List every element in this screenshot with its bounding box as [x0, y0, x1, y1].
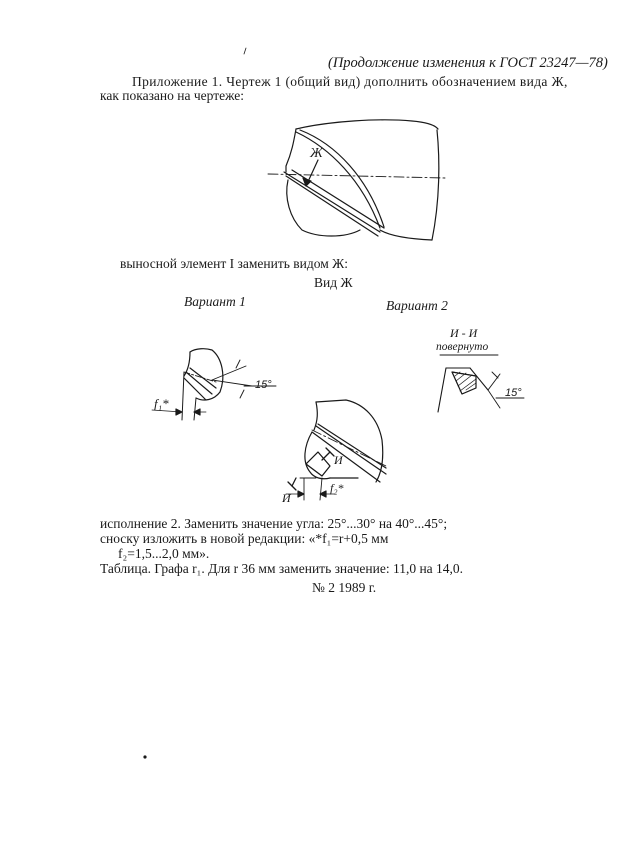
body-line-1: Приложение 1. Чертеж 1 (общий вид) дополнить обозначением вида Ж, — [132, 74, 568, 89]
section-subtitle: повернуто — [436, 341, 489, 353]
view-mark-zh: Ж — [310, 146, 323, 161]
body-line-5: сноску изложить в новой редакции: «*f₁=r+0,5 мм — [100, 531, 389, 546]
body-line-4: исполнение 2. Заменить значение угла: 25°...30° на 40°...45°; — [100, 516, 448, 531]
stray-dot — [143, 755, 146, 758]
f1-label: f₁* — [154, 396, 169, 411]
variant-1-label: Вариант 1 — [184, 294, 246, 309]
section-title: И - И — [450, 326, 478, 340]
footer-issue: № 2 1989 г. — [312, 580, 377, 595]
angle-label-v1: 15° — [255, 379, 272, 391]
body-line-7: Таблица. Графа r₁. Для r 36 мм заменить значение: 11,0 на 14,0. — [100, 561, 464, 576]
general-view-drawing — [268, 120, 445, 240]
f2-label: f₂* — [330, 481, 344, 495]
body-line-6: f₂=1,5...2,0 мм». — [118, 546, 210, 561]
section-mark-left: И — [282, 491, 291, 505]
body-line-2: как показано на чертеже: — [100, 88, 245, 103]
continuation-header: (Продолжение изменения к ГОСТ 23247—78) — [328, 55, 608, 71]
variant-2-label: Вариант 2 — [386, 298, 448, 313]
view-title: Вид Ж — [314, 275, 353, 290]
section-i-i-drawing — [438, 355, 524, 412]
angle-label-v2: 15° — [505, 387, 522, 399]
stray-mark-top — [244, 48, 246, 54]
section-mark-right: И — [334, 453, 343, 467]
body-line-3: выносной элемент I заменить видом Ж: — [120, 256, 348, 271]
